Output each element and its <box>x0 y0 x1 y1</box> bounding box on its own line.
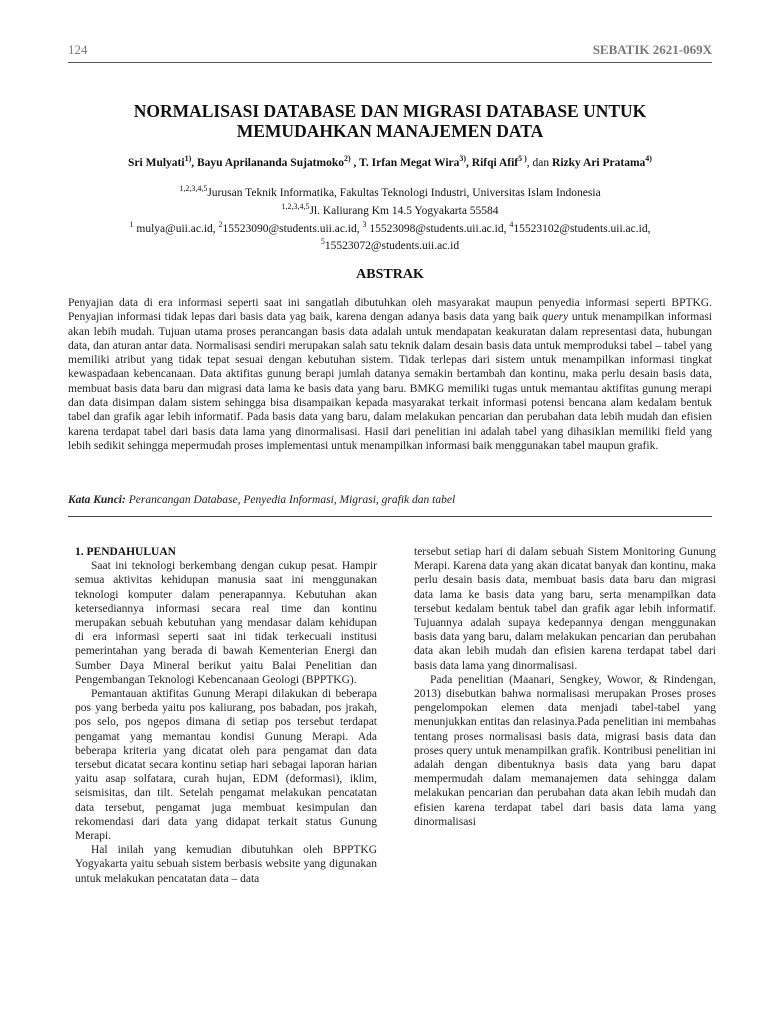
author-sep: , <box>191 156 197 169</box>
body-column-left <box>75 545 377 886</box>
author-sep: , <box>350 156 360 169</box>
keywords <box>68 494 712 506</box>
author-name: Rifqi Afif <box>471 156 519 169</box>
abstract-heading: ABSTRAK <box>356 267 424 282</box>
author-name: Sri Mulyati <box>128 156 185 169</box>
paper-title <box>68 101 712 141</box>
author-mark: 3) <box>459 154 467 163</box>
paragraph: Pemantauan aktifitas Gunung Merapi dilakukan di beberapa pos yang berbeda yaitu pos kaliurang, pos babadan, pos jrakah, pos selo, pos ngepos dimana di setiap pos tersebut terdapat pengamat yang memantau kondisi Gunung Merapi. Ada beberapa kriteria yang dicatat oleh para pengamat dan data tersebut dicatat secara kontinu setiap hari sebagai laporan harian yaitu asap solfatara, curah hujan, EDM (deformasi), iklim, seismisitas, dan tilt. Setelah pengamat melakukan pencatatan data tersebut, pengamat juga membuat kesimpulan dan rekomendasi dari data yang didapat terkait status Gunung Merapi. <box>75 688 377 843</box>
abstract-divider <box>68 516 712 517</box>
paragraph: Hal inilah yang kemudian dibutuhkan oleh BPPTKG Yogyakarta yaitu sebuah sistem berbasis website yang digunakan untuk melakukan pencatatan data – data <box>75 844 377 885</box>
author-mark: 1) <box>184 154 192 163</box>
paragraph: Pada penelitian (Maanari, Sengkey, Wowor, & Rindengan, 2013) disebutkan bahwa normalisasi merupakan Proses proses pengelompokan elemen data menjadi tabel-tabel yang menunjukkan entitas dan relasinya.Pada penelitian ini membahas tentang proses normalisasi basis data, migrasi basis data dan proses query untuk menampilkan grafik. Kontribusi penelitian ini adalah dengan dibentuknya basis data yang baru dapat mempermudah dalam memanajemen data sehingga dalam melakukan pencarian dan perubahan data akan lebih mudah dan efisien karena terdapat tabel dari basis data lama yang dinormalisasi <box>414 673 716 828</box>
author-name: Rizky Ari Pratama <box>552 156 646 169</box>
author-mark: 2) <box>343 154 351 163</box>
header-divider <box>68 62 712 63</box>
affiliation-email-5: $^5$15523072@students.uii.ac.id <box>320 237 460 253</box>
email: 15523102@students.uii.ac.id, <box>513 222 651 235</box>
email: 15523090@students.uii.ac.id, <box>222 222 363 235</box>
abstract-text: Penyajian data di era informasi seperti saat ini sangatlah dibutuhkan oleh masyarakat maupun penyedia informasi seperti BPTKG. Penyajian informasi tidak lepas dari basis data yag baik, karena dengan adanya basis data yang baik query untuk menampilkan informasi akan lebih mudah. Tujuan utama proses perancangan basis data adalah untuk mendapatan keakuratan dalam representasi data, hubungan data, dan aturan antar data. Normalisasi sendiri merupakan salah satu teknik dalam desain basis data untuk memproduksi tabel – tabel yang memiliki atribut yang tidak tepat sesuai dengan kebutuhan sistem. Tidak terlepas dari sistem untuk menampilkan informasi tingkat kewaspadaan kebencanaan. Data aktifitas gunung berapi jumlah datanya semakin bertambah dan kontinu, maka perlu desain basis data, membuat basis data baru dan migrasi data lama ke basis data yang baru. BMKG memiliki tugas untuk memantau aktifitas gunung merapi dan data disimpan dalam sistem sehingga bisa disampaikan kepada masyarakat terkait informasi potensi bencana alam kedalam bentuk tabel dan grafik agar lebih informatif. Pada basis data yang baru, dalam melakukan pencarian dan perubahan data lebih mudah dan efisien karena terdapat tabel dari basis data lama yang dinormalisasi. Hasil dari penelitian ini adalah tabel yang dihasiklan memiliki field yang lebih sedikit sehingga mepermudah proses implementasi untuk menampilkan informasi baik menggunakan tabel maupun grafik. <box>68 297 713 452</box>
affiliation-block <box>68 182 712 253</box>
title-line-2: MEMUDAHKAN MANAJEMEN DATA <box>236 121 544 141</box>
keywords-value: Perancangan Database, Penyedia Informasi, Migrasi, grafik dan tabel <box>125 494 456 506</box>
section-heading: 1. PENDAHULUAN <box>75 546 176 558</box>
running-header <box>68 42 712 64</box>
email: 15523072@students.uii.ac.id <box>324 240 460 253</box>
body-column-right <box>414 545 716 829</box>
author-mark: 5 ) <box>518 154 527 163</box>
paragraph: tersebut setiap hari di dalam sebuah Sistem Monitoring Gunung Merapi. Karena data yang akan dicatat banyak dan kontinu, maka perlu desain basis data, membuat basis data baru dan migrasi data lama ke basis data yang baru, serta menampilkan data tersebut kedalam bentuk tabel dan grafik agar lebih informatif. Tujuannya adalah supaya kedepannya dengan menggunakan basis data yang baru, dalam melakukan pencarian dan perubahan data akan lebih mudah dan efisien karena terdapat tabel dari basis data lama yang dinormalisasi. <box>414 546 716 672</box>
author-sep: , dan <box>526 156 553 169</box>
author-mark: 4) <box>645 154 652 163</box>
keywords-label: Kata Kunci: <box>68 494 126 506</box>
email: mulya@uii.ac.id, <box>133 222 219 235</box>
email: 15523098@students.uii.ac.id, <box>366 222 510 235</box>
title-line-1: NORMALISASI DATABASE DAN MIGRASI DATABASE UNTUK <box>133 101 647 121</box>
affiliation-institution: $^{1,2,3,4,5}$Jurusan Teknik Informatika, Fakultas Teknologi Industri, Universitas Islam Indonesia <box>179 184 601 199</box>
page-number: 124 <box>68 42 88 57</box>
affiliation-address: $^{1,2,3,4,5}$Jl. Kaliurang Km 14.5 Yogyakarta 55584 <box>281 201 499 217</box>
author-name: T. Irfan Megat Wira <box>359 156 460 169</box>
paragraph: Saat ini teknologi berkembang dengan cukup pesat. Hampir semua aktivitas kehidupan manusia saat ini menggunakan teknologi komputer dalam penerapannya. Kebutuhan akan ketersediannya informasi secara real time dan kontinu merupakan sebuah kebutuhan yang mendasar dalam kehidupan di era informasi seperti saat ini tidak terkecuali institusi pemerintahan yang berada di bawah Kementerian Energi dan Sumber Daya Mineral berikut yaitu Balai Penelitian dan Pengembangan Teknologi Kebencanaan Geologi (BPPTKG). <box>75 560 377 686</box>
author-sep: , <box>466 156 472 169</box>
query-term: query <box>542 311 569 324</box>
author-name: Bayu Aprilananda Sujatmoko <box>196 156 344 169</box>
journal-issn: SEBATIK 2621-069X <box>592 42 712 57</box>
author-list <box>68 154 712 169</box>
affiliation-emails: $^1$ mulya@uii.ac.id, $^2$15523090@students.uii.ac.id, $^3$ 15523098@students.uii.ac.id, $^4$15523102@students.uii.ac.id, <box>129 219 651 235</box>
